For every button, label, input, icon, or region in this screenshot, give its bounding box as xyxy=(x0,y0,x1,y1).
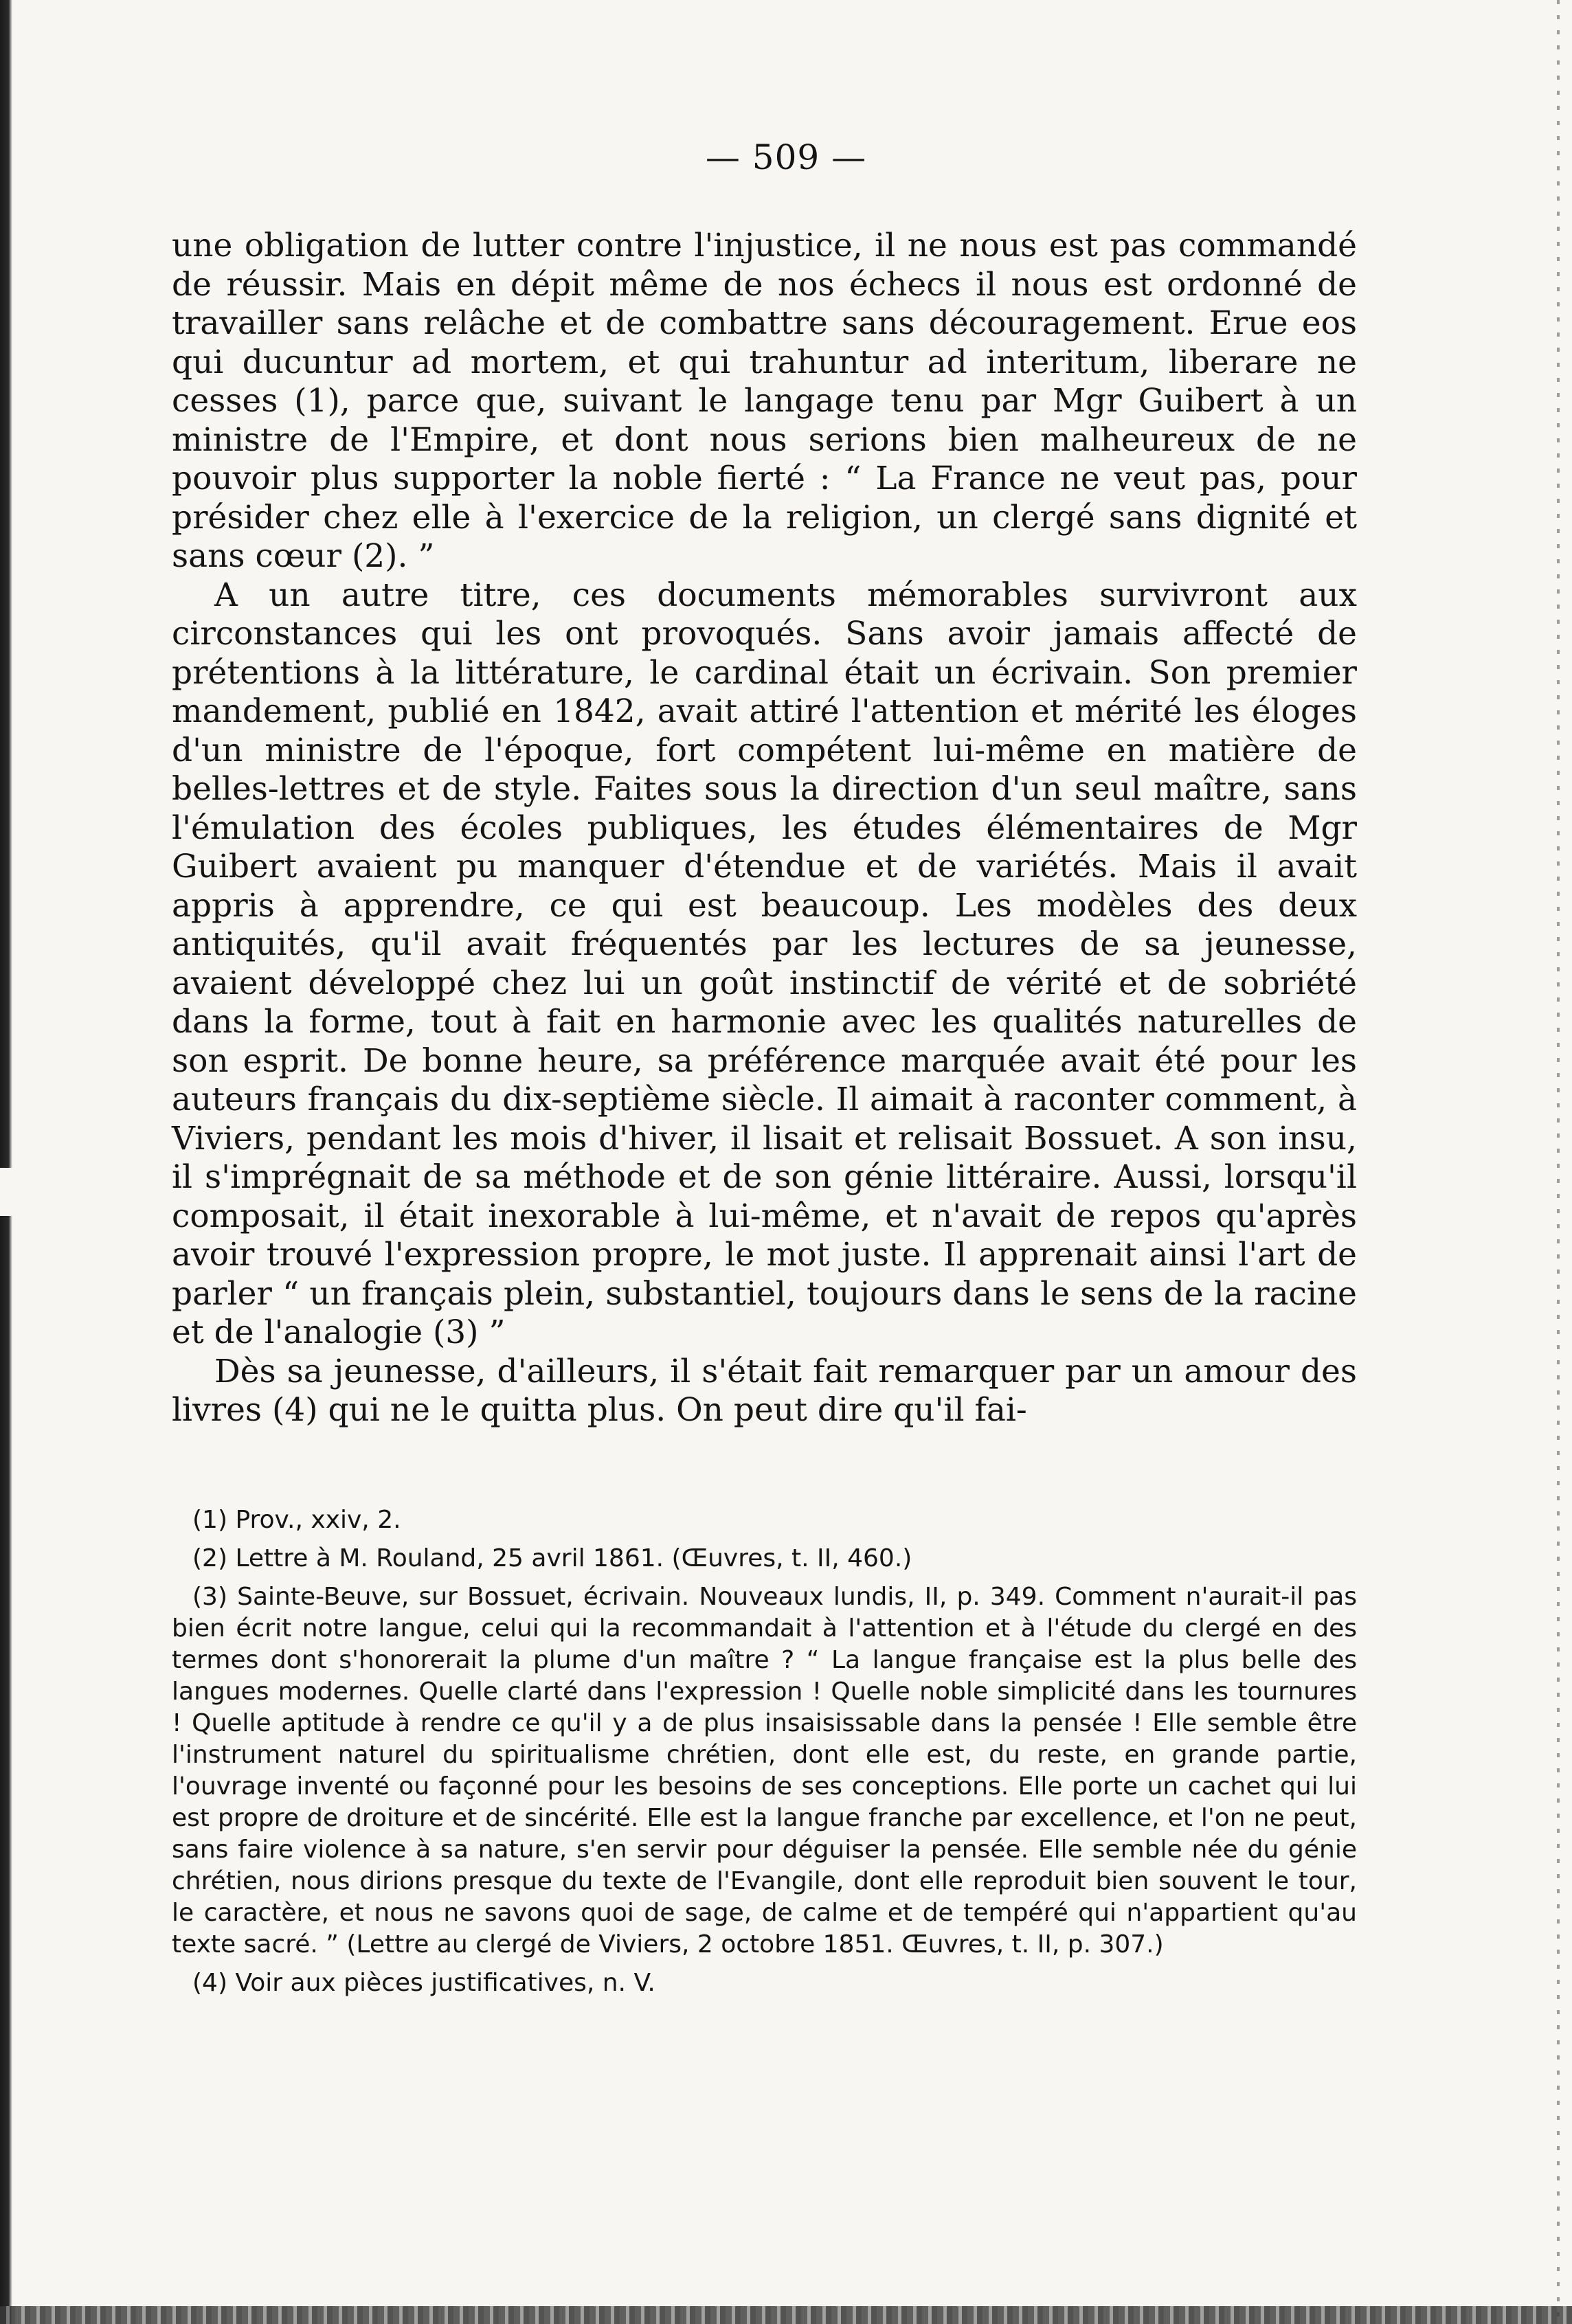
footnotes xyxy=(172,1504,1357,2006)
footnote-4: (4) Voir aux pièces justificatives, n. V. xyxy=(192,1969,655,1997)
scan-shadow-left xyxy=(0,0,12,2324)
scan-shadow-right xyxy=(1557,0,1560,2324)
scan-shadow-gap xyxy=(0,1168,12,1216)
footnote-3: (3) Sainte-Beuve, sur Bossuet, écrivain. Nouveaux lundis, II, p. 349. Comment n'aurait-il pas bien écrit notre langue, celui qui la recommandait à l'attention et à l'étude du clergé en des termes dont s'honorerait la plume d'un maître ? “ La langue française est la plus belle des langues modernes. Quelle clarté dans l'expression ! Quelle noble simplicité dans les tournures ! Quelle aptitude à rendre ce qu'il y a de plus insaisissable dans la pensée ! Elle semble être l'instrument naturel du spiritualisme chrétien, dont elle est, du reste, en grande partie, l'ouvrage inventé ou façonné pour les besoins de ses conceptions. Elle porte un cachet qui lui est propre de droiture et de sincérité. Elle est la langue franche par excellence, et l'on ne peut, sans faire violence à sa nature, s'en servir pour déguiser la pensée. Elle semble née du génie chrétien, nous dirions presque du texte de l'Evangile, dont elle reproduit bien souvent le tour, le caractère, et nous ne savons quoi de sage, de calme et de tempéré qui n'appartient qu'au texte sacré. ” (Lettre au clergé de Viviers, 2 octobre 1851. Œuvres, t. II, p. 307.) xyxy=(172,1583,1357,1959)
paragraph: une obligation de lutter contre l'injustice, il ne nous est pas commandé de réussir. Mais en dépit même de nos échecs il nous est ordonné de travailler sans relâche et de combattre sans découragement. Erue eos qui ducuntur ad mortem, et qui trahuntur ad interitum, liberare ne cesses (1), parce que, suivant le langage tenu par Mgr Guibert à un ministre de l'Empire, et dont nous serions bien malheureux de ne pouvoir plus supporter la noble fierté : “ La France ne veut pas, pour présider chez elle à l'exercice de la religion, un clergé sans dignité et sans cœur (2). ” xyxy=(172,227,1357,575)
scan-shadow-bottom xyxy=(0,2306,1572,2324)
footnote-2: (2) Lettre à M. Rouland, 25 avril 1861. (Œuvres, t. II, 460.) xyxy=(192,1544,912,1572)
body-text xyxy=(172,227,1357,1430)
paragraph: A un autre titre, ces documents mémorables survivront aux circonstances qui les ont provoqués. Sans avoir jamais affecté de prétentions à la littérature, le cardinal était un écrivain. Son premier mandement, publié en 1842, avait attiré l'attention et mérité les éloges d'un ministre de l'époque, fort compétent lui-même en matière de belles-lettres et de style. Faites sous la direction d'un seul maître, sans l'émulation des écoles publiques, les études élémentaires de Mgr Guibert avaient pu manquer d'étendue et de variétés. Mais il avait appris à apprendre, ce qui est beaucoup. Les modèles des deux antiquités, qu'il avait fréquentés par les lectures de sa jeunesse, avaient développé chez lui un goût instinctif de vérité et de sobriété dans la forme, tout à fait en harmonie avec les qualités naturelles de son esprit. De bonne heure, sa préférence marquée avait été pour les auteurs français du dix-septième siècle. Il aimait à raconter comment, à Viviers, pendant les mois d'hiver, il lisait et relisait Bossuet. A son insu, il s'imprégnait de sa méthode et de son génie littéraire. Aussi, lorsqu'il composait, il était inexorable à lui-même, et n'avait de repos qu'après avoir trouvé l'expression propre, le mot juste. Il apprenait ainsi l'art de parler “ un français plein, substantiel, toujours dans le sens de la racine et de l'analogie (3) ” xyxy=(172,576,1357,1351)
footnote-1: (1) Prov., xxiv, 2. xyxy=(192,1506,401,1534)
paragraph: Dès sa jeunesse, d'ailleurs, il s'était fait remarquer par un amour des livres (4) qui ne le quitta plus. On peut dire qu'il fai- xyxy=(172,1352,1357,1429)
page-number: — 509 — xyxy=(705,137,867,177)
